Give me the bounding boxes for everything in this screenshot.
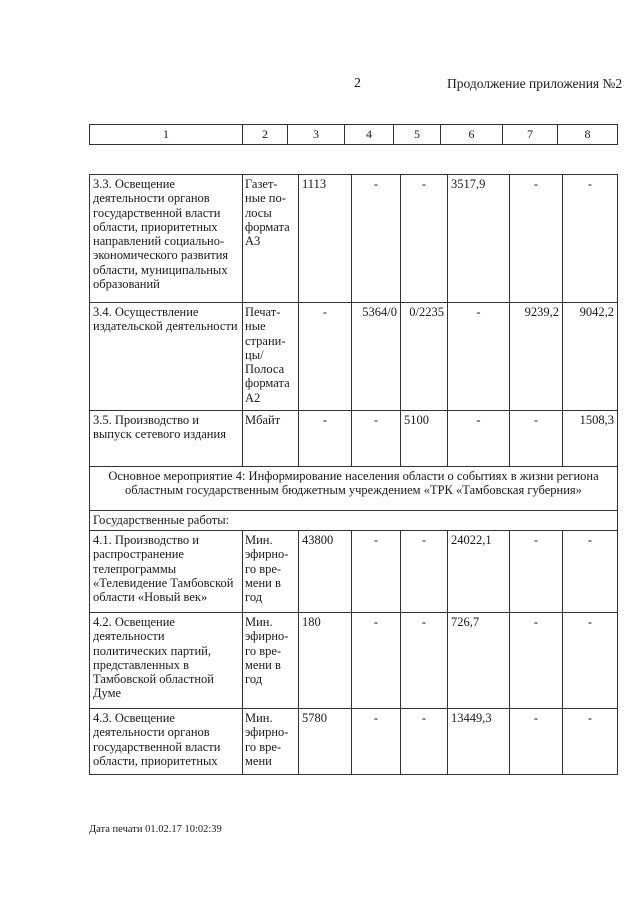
- row-unit: Мин. эфирно-го вре-мени в год: [243, 613, 299, 709]
- row-name: 4.2. Освещение деятельности политических партий, представленных в Тамбовской областной Думе: [90, 613, 243, 709]
- cell: 9239,2: [510, 303, 563, 411]
- cell: -: [448, 411, 510, 467]
- continuation-title: Продолжение приложения №2: [447, 76, 623, 91]
- cell: -: [401, 175, 448, 303]
- cell: -: [563, 709, 618, 775]
- cell: 5364/0: [352, 303, 401, 411]
- section-row: [90, 511, 618, 531]
- cell: -: [510, 175, 563, 303]
- cell: -: [352, 613, 401, 709]
- cell: 5780: [299, 709, 352, 775]
- cell: -: [299, 411, 352, 467]
- row-name: 4.3. Освещение деятельности органов государственной власти области, приоритетных: [90, 709, 243, 775]
- column-number-header: [89, 124, 618, 145]
- cell: 726,7: [448, 613, 510, 709]
- table-row: [90, 709, 618, 775]
- cell: -: [401, 613, 448, 709]
- header-cell: 5: [394, 125, 441, 145]
- cell: -: [352, 411, 401, 467]
- cell: -: [448, 303, 510, 411]
- table-row: [90, 613, 618, 709]
- cell: -: [510, 531, 563, 613]
- header-cell: 8: [558, 125, 618, 145]
- header-cell: 4: [345, 125, 394, 145]
- cell: -: [510, 709, 563, 775]
- cell: -: [299, 303, 352, 411]
- cell: 13449,3: [448, 709, 510, 775]
- cell: -: [510, 613, 563, 709]
- cell: 3517,9: [448, 175, 510, 303]
- header-cell: 1: [90, 125, 243, 145]
- row-name: 3.5. Производство и выпуск сетевого издания: [90, 411, 243, 467]
- table-row: [90, 175, 618, 303]
- section-label: Государственные работы:: [90, 511, 618, 531]
- row-name: 3.3. Освещение деятельности органов государственной власти области, приоритетных направлений социально-экономического развития области, муниципальных образований: [90, 175, 243, 303]
- header-cell: 2: [243, 125, 288, 145]
- cell: -: [401, 709, 448, 775]
- cell: 180: [299, 613, 352, 709]
- cell: -: [563, 175, 618, 303]
- header-cell: 6: [441, 125, 503, 145]
- cell: -: [510, 411, 563, 467]
- cell: 1113: [299, 175, 352, 303]
- cell: -: [352, 709, 401, 775]
- cell: 9042,2: [563, 303, 618, 411]
- cell: 0/2235: [401, 303, 448, 411]
- table-row: [90, 303, 618, 411]
- row-unit: Мбайт: [243, 411, 299, 467]
- row-unit: Печат-ные страни-цы/ Полоса формата А2: [243, 303, 299, 411]
- header-cell: 3: [288, 125, 345, 145]
- cell: -: [563, 613, 618, 709]
- main-event-title: Основное мероприятие 4: Информирование населения области о событиях в жизни региона областным государственным бюджетным учреждением «ТРК «Тамбовская губерния»: [90, 467, 618, 511]
- row-unit: Мин. эфирно-го вре-мени: [243, 709, 299, 775]
- table-row: [90, 531, 618, 613]
- row-name: 4.1. Производство и распространение телепрограммы «Телевидение Тамбовской области «Новый век»: [90, 531, 243, 613]
- header-cell: 7: [503, 125, 558, 145]
- cell: -: [352, 175, 401, 303]
- table-row: [90, 411, 618, 467]
- main-event-row: [90, 467, 618, 511]
- cell: 5100: [401, 411, 448, 467]
- page-number: 2: [354, 76, 361, 91]
- cell: 43800: [299, 531, 352, 613]
- row-unit: Газет-ные по-лосы формата А3: [243, 175, 299, 303]
- cell: 1508,3: [563, 411, 618, 467]
- row-unit: Мин. эфирно-го вре-мени в год: [243, 531, 299, 613]
- data-table: [89, 174, 618, 775]
- cell: -: [563, 531, 618, 613]
- cell: -: [401, 531, 448, 613]
- row-name: 3.4. Осуществление издательской деятельности: [90, 303, 243, 411]
- print-date: Дата печати 01.02.17 10:02:39: [89, 824, 222, 835]
- cell: 24022,1: [448, 531, 510, 613]
- cell: -: [352, 531, 401, 613]
